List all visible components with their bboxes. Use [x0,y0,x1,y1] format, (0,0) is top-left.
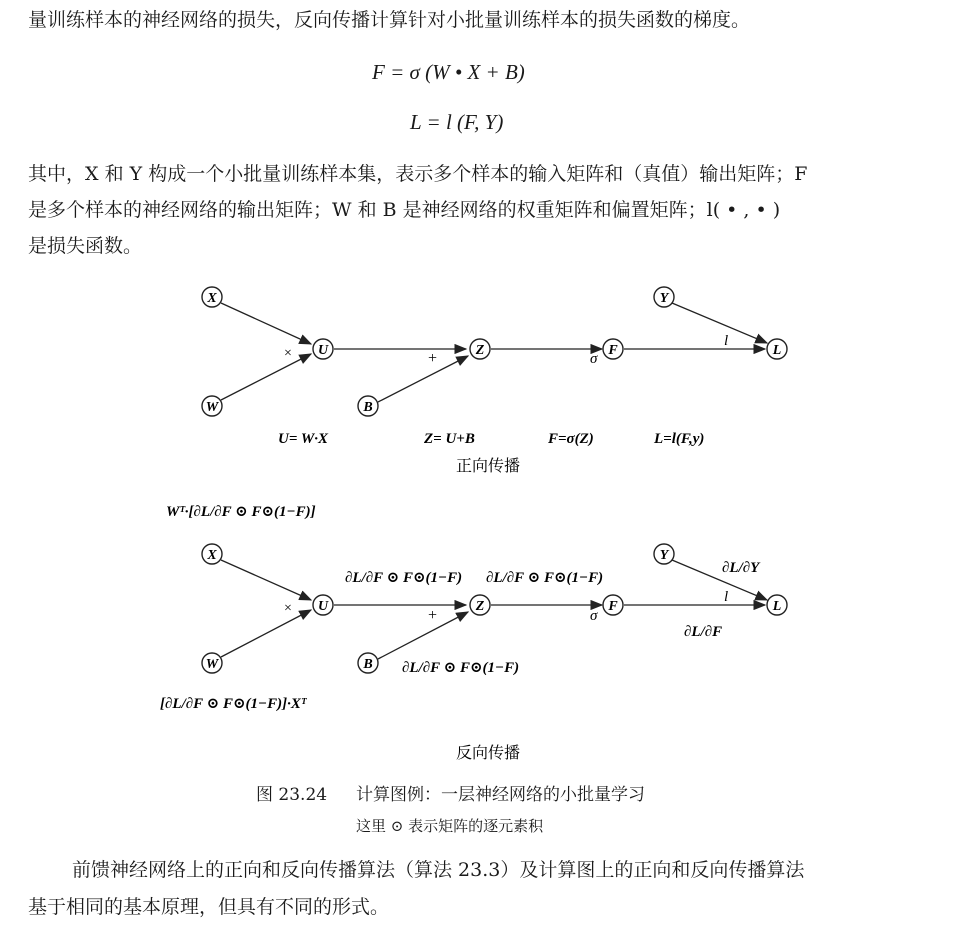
node-w [202,396,222,416]
op-plus-forward: + [428,350,438,367]
node-z-back [470,595,490,615]
svg-text:W: W [205,657,219,672]
svg-text:U: U [317,599,329,614]
svg-text:F: F [608,599,618,614]
gradient-w: [∂L/∂F ⊙ F⊙(1−F)]·Xᵀ [160,696,307,712]
node-y-back [654,544,674,564]
gradient-z: ∂L/∂F ⊙ F⊙(1−F) [486,570,604,586]
equation-2: L = l (F, Y) [410,110,504,134]
node-y [654,287,674,307]
node-b-back [358,653,378,673]
op-l-backward: l [724,589,729,605]
formula-l: L=l(F,y) [654,431,705,447]
svg-text:X: X [207,291,217,306]
node-z [470,339,490,359]
svg-text:L: L [772,599,782,614]
backward-title: 反向传播 [456,743,521,762]
paragraph-1-line-1: 量训练样本的神经网络的损失，反向传播计算针对小批量训练样本的损失函数的梯度。 [28,9,751,31]
figure-note: 这里 ⊙ 表示矩阵的逐元素积 [356,817,544,835]
node-l-back [767,595,787,615]
edge-w-u [221,354,311,400]
op-times-backward: × [284,601,292,616]
node-b [358,396,378,416]
edge-w-u-back [221,610,311,657]
edge-b-z [378,356,468,402]
op-times-forward: × [284,346,292,361]
svg-text:Y: Y [659,548,669,563]
edge-x-u [221,303,311,344]
paragraph-3-line-1: 前馈神经网络上的正向和反向传播算法（算法 23.3）及计算图上的正向和反向传播算法 [72,859,805,881]
formula-z: Z= U+B [424,431,475,447]
edge-x-u-back [221,560,311,600]
svg-text:U: U [317,343,329,358]
node-f [603,339,623,359]
figure-caption: 计算图例：一层神经网络的小批量学习 [356,785,645,805]
svg-text:Z: Z [475,343,485,358]
equation-1: F = σ (W • X + B) [372,60,525,84]
forward-graph [221,303,767,402]
op-plus-backward: + [428,607,438,624]
svg-text:Y: Y [659,291,669,306]
node-x-back [202,544,222,564]
formula-u: U= W·X [278,431,328,447]
paragraph-2-line-2: 是多个样本的神经网络的输出矩阵；W 和 B 是神经网络的权重矩阵和偏置矩阵；l( • , • ) [28,199,781,221]
svg-text:B: B [363,400,373,415]
gradient-b: ∂L/∂F ⊙ F⊙(1−F) [402,660,520,676]
paragraph-2-line-1: 其中，X 和 Y 构成一个小批量训练样本集，表示多个样本的输入矩阵和（真值）输出矩阵；F [28,163,808,185]
svg-text:L: L [772,343,782,358]
node-u-back [313,595,333,615]
node-x [202,287,222,307]
gradient-y: ∂L/∂Y [722,560,760,576]
svg-text:Z: Z [475,599,485,614]
op-l-forward: l [724,333,729,349]
op-sigma-forward: σ [590,351,598,367]
paragraph-2-line-3: 是损失函数。 [28,235,143,257]
node-w-back [202,653,222,673]
svg-text:X: X [207,548,217,563]
op-sigma-backward: σ [590,608,598,624]
svg-text:W: W [205,400,219,415]
svg-text:F: F [608,343,618,358]
figure-number: 图 23.24 [256,785,328,805]
edge-b-z-back [378,612,468,659]
edge-y-l [672,303,767,343]
paragraph-3-line-2: 基于相同的基本原理，但具有不同的形式。 [28,896,390,918]
svg-text:B: B [363,657,373,672]
gradient-f: ∂L/∂F [684,624,723,640]
gradient-x: Wᵀ·[∂L/∂F ⊙ F⊙(1−F)] [166,504,316,520]
node-f-back [603,595,623,615]
forward-title: 正向传播 [456,456,521,475]
node-u [313,339,333,359]
formula-f: F=σ(Z) [548,431,594,447]
node-l [767,339,787,359]
gradient-u: ∂L/∂F ⊙ F⊙(1−F) [345,570,463,586]
